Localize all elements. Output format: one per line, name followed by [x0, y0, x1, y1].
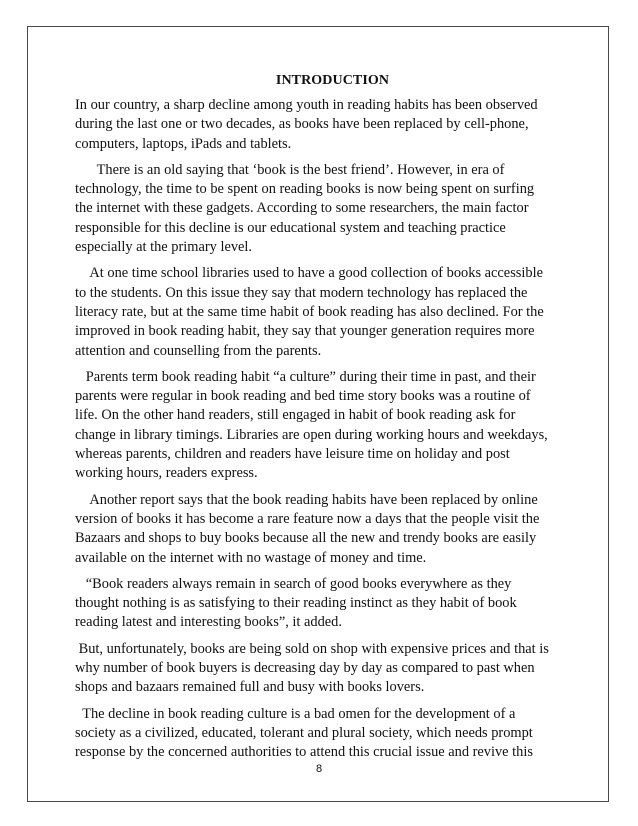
text-line: “Book readers always remain in search of good books everywhere as they [75, 575, 512, 592]
text-line: response by the concerned authorities to attend this crucial issue and revive this [75, 744, 533, 761]
paragraph-3 [75, 264, 570, 360]
page-number: 8 [315, 763, 323, 775]
text-line: The decline in book reading culture is a bad omen for the development of a [75, 705, 516, 722]
text-line: attention and counselling from the parents. [75, 342, 322, 359]
text-line: Parents term book reading habit “a culture” during their time in past, and their [75, 368, 536, 385]
document-body [75, 72, 570, 770]
text-line: Bazaars and shops to buy books because all the new and trendy books are easily [75, 530, 537, 547]
paragraph-7 [75, 640, 570, 698]
text-line: At one time school libraries used to have a good collection of books accessible [75, 265, 543, 282]
text-line: shops and bazaars remained full and busy with books lovers. [75, 679, 425, 696]
text-line: computers, laptops, iPads and tablets. [75, 135, 292, 152]
text-line: to the students. On this issue they say that modern technology has replaced the [75, 284, 528, 301]
text-line: parents were regular in book reading and bed time story books was a routine of [75, 388, 531, 405]
text-line: society as a civilized, educated, tolerant and plural society, which needs prompt [75, 724, 533, 741]
page-title: INTRODUCTION [275, 73, 390, 88]
paragraph-4 [75, 368, 570, 484]
text-line: version of books it has become a rare feature now a days that the people visit the [75, 510, 540, 527]
text-line: life. On the other hand readers, still engaged in habit of book reading ask for [75, 407, 516, 424]
text-line: available on the internet with no wastage of money and time. [75, 549, 427, 566]
text-line: There is an old saying that ‘book is the best friend’. However, in era of [75, 161, 505, 178]
text-line: Another report says that the book reading habits have been replaced by online [75, 491, 538, 508]
text-line: whereas parents, children and readers have leisure time on holiday and post [75, 446, 510, 463]
text-line: But, unfortunately, books are being sold on shop with expensive prices and that is [75, 640, 549, 657]
paragraph-6 [75, 575, 570, 633]
paragraph-8 [75, 705, 570, 763]
text-line: during the last one or two decades, as books have been replaced by cell-phone, [75, 116, 529, 133]
paragraph-2 [75, 161, 570, 257]
paragraph-1 [75, 96, 570, 154]
text-line: working hours, readers express. [75, 465, 258, 482]
text-line: change in library timings. Libraries are open during working hours and weekdays, [75, 426, 548, 443]
text-line: technology, the time to be spent on reading books is now being spent on surfing [75, 181, 535, 198]
text-line: In our country, a sharp decline among youth in reading habits has been observed [75, 97, 538, 113]
text-line: literacy rate, but at the same time habit of book reading has also declined. For the [75, 303, 544, 320]
text-line: why number of book buyers is decreasing day by day as compared to past when [75, 660, 535, 677]
text-line: responsible for this decline is our educational system and teaching practice [75, 219, 506, 236]
text-line: the internet with these gadgets. According to some researchers, the main factor [75, 200, 529, 217]
paragraph-5 [75, 491, 570, 568]
text-line: reading latest and interesting books”, it added. [75, 614, 342, 631]
text-line: especially at the primary level. [75, 239, 253, 256]
text-line: thought nothing is as satisfying to their reading instinct as they habit of book [75, 595, 517, 612]
text-line: improved in book reading habit, they say that younger generation requires more [75, 323, 535, 340]
